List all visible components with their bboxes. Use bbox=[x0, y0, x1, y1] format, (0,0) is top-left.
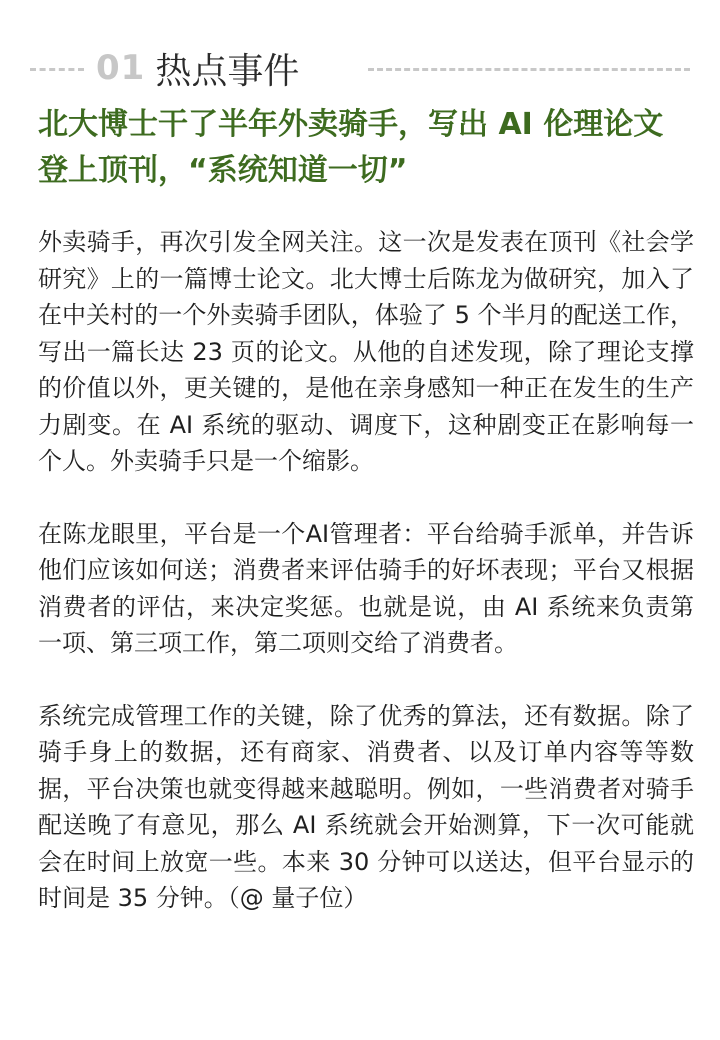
section-title: 热点事件 bbox=[155, 50, 300, 92]
paragraph: 外卖骑手，再次引发全网关注。这一次是发表在顶刊《社会学研究》上的一篇博士论文。北大博士后陈龙为做研究，加入了在中关村的一个外卖骑手团队，体验了 5 个半月的配送工作，写出一篇长达 23 页的论文。从他的自述发现，除了理论支撑的价值以外，更关键的，是他在亲身感知一种正在发生的生产力剧变。在 AI 系统的驱动、调度下，这种剧变正在影响每一个人。外卖骑手只是一个缩影。 bbox=[38, 228, 694, 475]
paragraph: 在陈龙眼里，平台是一个AI管理者：平台给骑手派单，并告诉他们应该如何送；消费者来评估骑手的好坏表现；平台又根据消费者的评估，来决定奖惩。也就是说，由 AI 系统来负责第一项、第三项工作，第二项则交给了消费者。 bbox=[38, 519, 694, 657]
paragraph: 系统完成管理工作的关键，除了优秀的算法，还有数据。除了骑手身上的数据，还有商家、消费者、以及订单内容等等数据，平台决策也就变得越来越聪明。例如，一些消费者对骑手配送晚了有意见，那么 AI 系统就会开始测算，下一次可能就会在时间上放宽一些。本来 30 分钟可以送达，但平台显示的时间是 35 分钟。（@ 量子位） bbox=[38, 701, 694, 912]
header-dash-left bbox=[30, 68, 84, 71]
article-body bbox=[38, 224, 694, 953]
article-title: 北大博士干了半年外卖骑手，写出 AI 伦理论文登上顶刊，“系统知道一切” bbox=[38, 107, 664, 188]
section-header bbox=[0, 42, 720, 94]
section-label bbox=[96, 42, 299, 94]
header-dash-right bbox=[368, 68, 690, 71]
section-number: 01 bbox=[96, 48, 146, 88]
